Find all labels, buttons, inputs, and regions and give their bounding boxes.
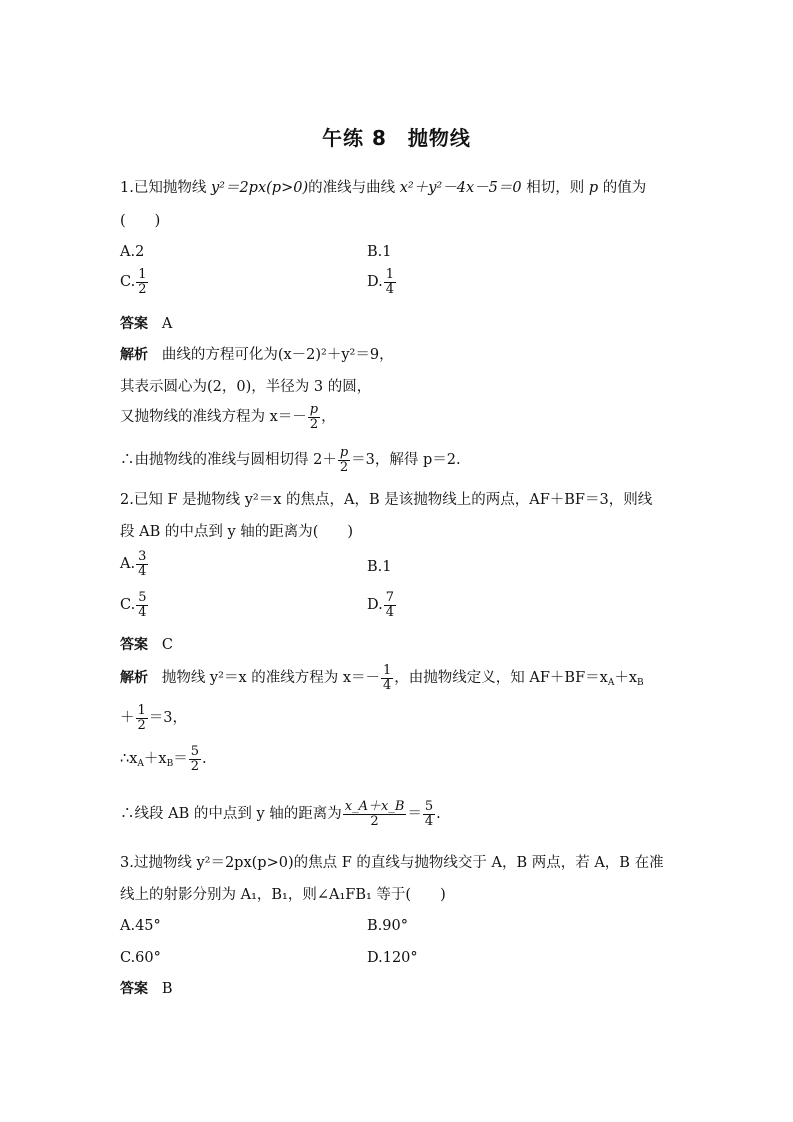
q1-stem-text-a: 1.已知抛物线 [120, 180, 211, 196]
q2-answer-value: C [161, 637, 173, 653]
q1-answer [120, 316, 680, 333]
q1-var-p: p [588, 180, 599, 196]
q1-analysis-line-1: 解析 曲线的方程可化为(x－2)²＋y²＝9， [120, 347, 394, 363]
q3-option-d: D.120° [367, 950, 418, 966]
q3-stem-line-1: 3.过抛物线 y²＝2px(p>0)的焦点 F 的直线与抛物线交于 A，B 两点，若 A，B 在准 [120, 855, 664, 871]
q2-option-c-fraction: $\frac{5}{4}$ [138, 590, 147, 620]
q1-option-d-fraction: $\frac{1}{4}$ [385, 267, 394, 297]
q1-option-c-prefix: C. [120, 274, 136, 291]
q1-stem-text-b: 的准线与曲线 [308, 180, 400, 196]
q1-stem [120, 180, 680, 197]
q3-option-b: B.90° [367, 918, 408, 934]
q2-stem-line-1: 2.已知 F 是抛物线 y²＝x 的焦点，A，B 是该抛物线上的两点，AF＋BF＝3，则线 [120, 492, 653, 508]
q2-option-b: B.1 [367, 559, 392, 575]
q1-curve-equation: x²＋y²－4x－5＝0 [399, 180, 522, 196]
q1-analysis-line-4: ∴由抛物线的准线与圆相切得 2＋ $\frac{p}{2}$ ＝3，解得 p＝2. [120, 445, 461, 475]
q3-option-c: C.60° [120, 950, 161, 966]
q2-option-a-fraction: $\frac{3}{4}$ [138, 549, 147, 579]
q1-option-d [367, 268, 397, 296]
q2-option-a: A. $\frac{3}{4}$ [120, 549, 147, 579]
q2-analysis-line-4: ∴线段 AB 的中点到 y 轴的距离为 $\frac{x\_A+x\_B}{2}$ ＝ $\frac{5}{4}$ . [120, 799, 441, 829]
q2-option-d: D. $\frac{7}{4}$ [367, 590, 394, 620]
q2-option-d-fraction: $\frac{7}{4}$ [385, 590, 394, 620]
q1-stem-text-d: 的值为 [598, 180, 647, 196]
q2-answer: 答案 C [120, 637, 173, 653]
q1-analysis-line-3: 又抛物线的准线方程为 x＝－ $\frac{p}{2}$ ， [120, 402, 336, 432]
q3-answer-value: B [161, 981, 173, 997]
page-title: 午练 8 抛物线 [322, 126, 471, 150]
q1-option-b: B.1 [367, 244, 392, 260]
q1-option-c [120, 268, 149, 296]
q3-option-a: A.45° [120, 918, 161, 934]
q1-paren: ( ) [120, 213, 161, 229]
q2-analysis-line-2: ＋ $\frac{1}{2}$ ＝3， [120, 703, 188, 733]
q3-stem-line-2: 线上的射影分别为 A₁，B₁，则∠A₁FB₁ 等于( ) [120, 887, 446, 903]
q1-p-over-2: $\frac{p}{2}$ [309, 402, 319, 432]
q3-answer: 答案 B [120, 981, 173, 997]
q1-parabola-equation: y²＝2px(p>0) [210, 180, 309, 196]
q2-analysis-line-3: $\therefore x_A+x_B=$ $\frac{5}{2}$ . [120, 744, 207, 774]
q1-answer-value: A [161, 316, 173, 332]
q1-analysis-line-2: 其表示圆心为(2，0)，半径为 3 的圆， [120, 379, 372, 395]
q1-option-d-prefix: D. [367, 274, 383, 291]
q1-answer-label: 答案 [120, 316, 148, 332]
q1-analysis-label: 解析 [120, 347, 148, 363]
q1-stem-text-c: 相切，则 [526, 180, 589, 196]
q1-option-a: A.2 [120, 244, 145, 260]
q1-p-over-2-b: $\frac{p}{2}$ [339, 445, 349, 475]
q2-option-c: C. $\frac{5}{4}$ [120, 590, 147, 620]
q2-stem-line-2: 段 AB 的中点到 y 轴的距离为( ) [120, 524, 354, 540]
q2-analysis-line-1: 解析 抛物线 y²＝x 的准线方程为 x＝－ $\frac{1}{4}$ ，由抛物线定义，知 $AF+BF=x_A+x_B$ [120, 663, 644, 693]
q1-option-c-fraction: $\frac{1}{2}$ [138, 267, 147, 297]
q2-midpoint-fraction: $\frac{x\_A+x\_B}{2}$ [344, 799, 405, 829]
